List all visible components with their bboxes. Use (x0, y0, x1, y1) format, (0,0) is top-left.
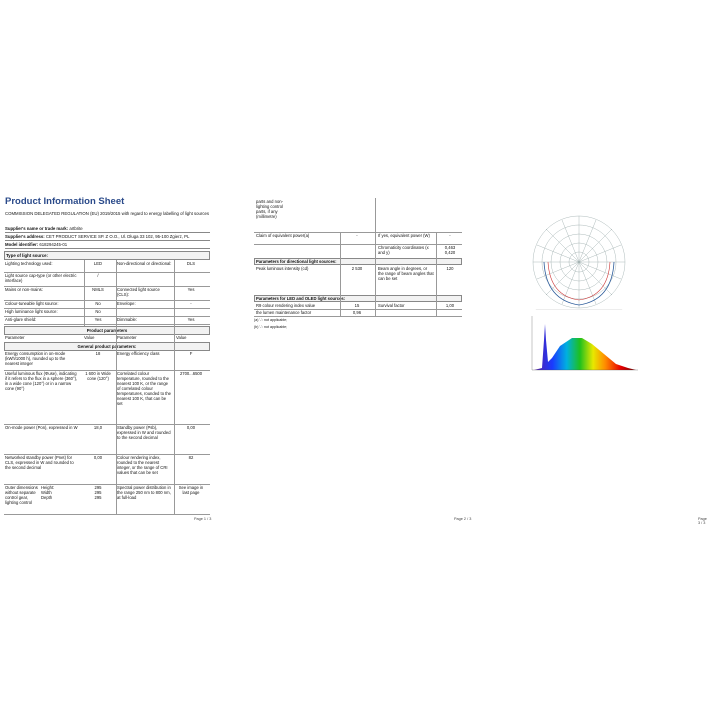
cell: 120 (446, 266, 454, 271)
footnote-a: (a) '-': not applicable; (254, 318, 288, 322)
cell: 2 530 (351, 266, 363, 271)
cell: Standby power (Psb), expressed in W and rounded to the second decimal (117, 425, 171, 440)
cell: Dimmable: (117, 317, 138, 322)
divider (84, 260, 85, 326)
cell: 1 600 in Wide cone (120°) (85, 371, 111, 381)
product-params-header: Product parameters (4, 326, 210, 335)
cell: Claim of equivalent power(a) (256, 233, 310, 238)
cell: - (356, 233, 358, 238)
page-3 (478, 180, 710, 525)
page-number: Page 3 / 3 (698, 517, 707, 525)
cell: No (95, 309, 101, 314)
cell: 82 (188, 455, 194, 460)
cell: Energy efficiency class (117, 351, 160, 356)
cell: F (189, 351, 193, 356)
table-row (4, 272, 210, 287)
footnote-b: (b) '-': not applicable; (254, 325, 288, 329)
spectral-distribution-chart (520, 310, 650, 380)
divider (436, 232, 437, 316)
dim-depth-label: Depth (41, 495, 53, 500)
supplier-name-label: Supplier's name or trade mark: (5, 226, 69, 231)
divider (340, 232, 341, 316)
cell: 0,00 (93, 455, 103, 460)
cell: Connected light source (CLS): (117, 287, 160, 297)
cell: Spectral power distribution in the range 250 nm to 800 nm, at full-load (117, 485, 171, 500)
page-number: Page 1 / 3 (194, 517, 212, 521)
dims-label: Outer dimensions without separate control gear, lighting control (5, 485, 38, 505)
cell: 18 (95, 351, 101, 356)
dim-depth-value: 295 (94, 495, 102, 500)
cell: the lumen maintenance factor (256, 310, 312, 315)
table-row (254, 198, 462, 233)
table-row (4, 424, 210, 455)
column-header: Parameter (5, 335, 25, 340)
directional-header: Parameters for directional light sources: (254, 258, 462, 265)
cell: Lighting technology used: (5, 261, 53, 266)
cell: Yes (187, 317, 195, 322)
cell: Networked standby power (Pnet) for CLS, expressed in W and rounded to the second decimal (5, 455, 74, 470)
dim-width-value: 295 (94, 490, 102, 495)
cell: 18,0 (93, 425, 103, 430)
dims-values (84, 485, 112, 500)
cell: NMLS (92, 287, 104, 292)
page-title: Product Information Sheet (5, 196, 125, 207)
table-row (4, 484, 210, 515)
table-row (254, 244, 462, 259)
dim-width-label: Width (41, 490, 52, 495)
cell: 2700...6500 (179, 371, 203, 376)
supplier-address-label: Supplier's address: (5, 234, 45, 239)
model-label: Model identifier: (5, 242, 39, 247)
cell: On-mode power (Pon), expressed in W (5, 425, 78, 430)
supplier-address-value: CET PRODUCT SERVICE SP. Z O.O., Ul. Dluga 33 102, 95-100 Zgierz, PL (45, 234, 190, 239)
cell: Colour rendering index, rounded to the nearest integer, or the range of CRI values that can be set (117, 455, 168, 475)
cell: Envelope: (117, 301, 136, 306)
column-header: Value (176, 335, 187, 340)
cell: - (449, 233, 451, 238)
cell: Yes (94, 317, 102, 322)
regulation-text: COMMISSION DELEGATED REGULATION (EU) 2019/2015 with regard to energy labelling of light sources (5, 211, 210, 216)
model-row (5, 242, 210, 249)
model-value: 618294245-01 (39, 242, 68, 247)
column-header: Parameter (117, 335, 137, 340)
divider (375, 198, 376, 316)
table-row (4, 316, 210, 325)
dims-keys (41, 485, 81, 500)
type-table (4, 260, 210, 330)
cell: parts and non-lighting control parts, if any (millimetre) (256, 199, 284, 219)
cell: Yes (187, 287, 195, 292)
cell: Colour-tuneable light source: (5, 301, 59, 306)
cell: 0,00 (186, 425, 196, 430)
cell: Mains or non-mains: (5, 287, 43, 292)
supplier-name-row (5, 226, 210, 233)
cell: Non-directional or directional: (117, 261, 172, 266)
cell: Beam angle in degrees, or the range of beam angles that can be set (378, 266, 434, 281)
supplier-address-row (5, 234, 210, 241)
cell: 1,00 (445, 303, 455, 308)
table-row (4, 454, 210, 485)
dim-height-label: Height: (41, 485, 55, 490)
cell: See image in last page (178, 485, 204, 495)
divider (174, 260, 175, 514)
cell: Peak luminous intensity (cd) (256, 266, 309, 271)
column-header: Value (84, 335, 95, 340)
cell: DLS (186, 261, 196, 266)
page-number: Page 2 / 3 (454, 517, 472, 521)
cell: 0,463 0,420 (444, 245, 456, 255)
table-row (254, 309, 462, 317)
cell: Energy consumption in on-mode (kWh/1000 h), rounded up to the nearest integer (5, 351, 66, 366)
table-row (4, 350, 210, 371)
cell: - (190, 301, 192, 306)
cell: R9 colour rendering index value (256, 303, 316, 308)
cell: If yes, equivalent power (W) (378, 233, 430, 238)
cell: High luminance light source: (5, 309, 58, 314)
dim-height-value: 295 (94, 485, 102, 490)
cell: Chromaticity coordinates (x and y) (378, 245, 429, 255)
cell: / (97, 273, 99, 278)
cell: Light source cap-type (or other electric interface) (5, 273, 77, 283)
cell: Anti-glare shield: (5, 317, 37, 322)
supplier-name-value: artbrite (69, 226, 83, 231)
table-row (4, 370, 210, 425)
cell: Useful luminous flux (Φuse), indicating if it refers to the flux in a sphere (360°), in a wide cone (120°) or in a narrow cone (90°) (5, 371, 78, 391)
led-header: Parameters for LED and OLED light sources: (254, 295, 462, 302)
cell: LED (93, 261, 103, 266)
cell: 15 (354, 303, 360, 308)
cell: No (95, 301, 101, 306)
general-params-header: General product parameters: (4, 342, 210, 351)
cell: 0,96 (352, 310, 362, 315)
page-2 (240, 180, 472, 525)
table-row (4, 286, 210, 301)
divider (116, 260, 117, 514)
table-row (254, 265, 462, 296)
cell: Survival factor (378, 303, 405, 308)
type-header: Type of light source: (4, 251, 210, 260)
page-1 (2, 180, 234, 525)
cell: Correlated colour temperature, rounded to the nearest 100 K, or the range of correlated colour temperatures, rounded to the nearest 100 K, that can be set (117, 371, 172, 406)
